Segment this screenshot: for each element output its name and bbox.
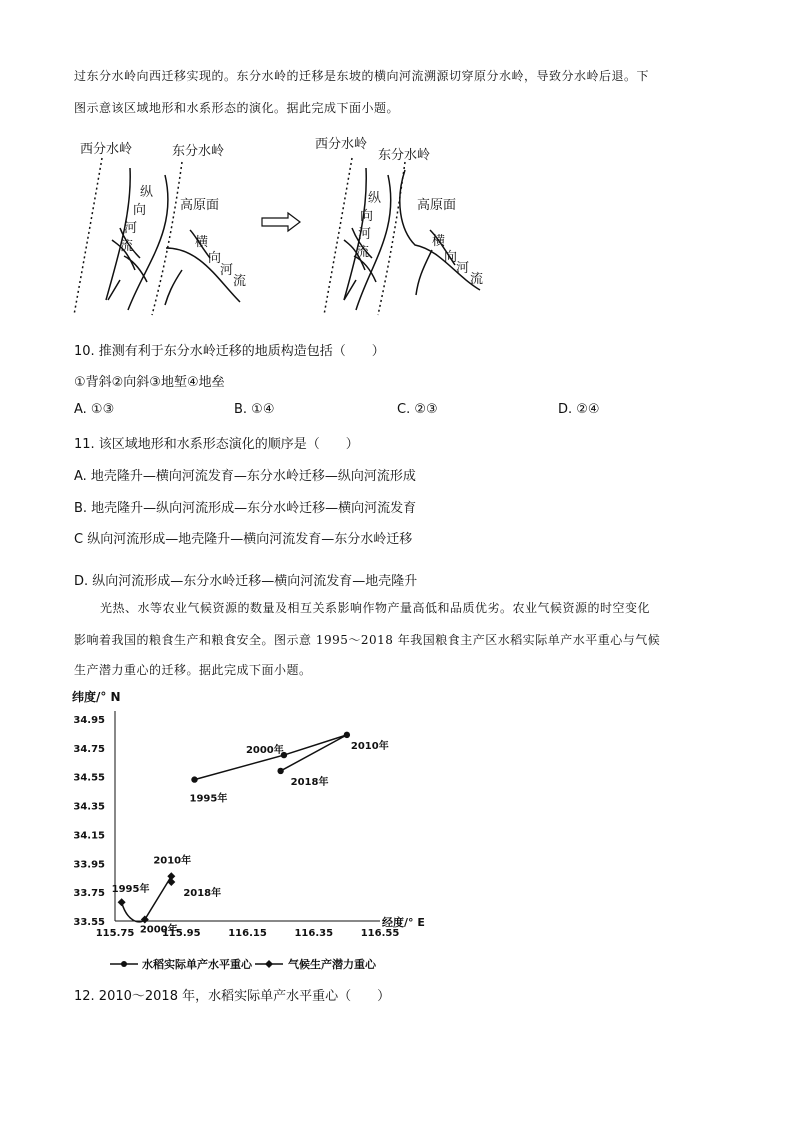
west-divide-line-right [324,158,352,315]
label-trans-river-1-right: 横 [432,234,446,249]
point-year-label: 2018年 [183,888,222,900]
y-tick-label: 34.55 [73,772,105,784]
q10-option-c[interactable]: C. ②③ [397,402,438,417]
series-line-2 [122,876,172,922]
intro-line-1: 过东分水岭向西迁移实现的。东分水岭的迁移是东坡的横向河流溯源切穿原分水岭，导致分水岭后退。下 [74,69,650,83]
label-long-river-4-right: 流 [356,245,370,260]
y-tick-label: 34.35 [73,801,105,813]
label-plateau-left: 高原面 [180,198,220,213]
q11-option-c[interactable]: C 纵向河流形成—地壳隆升—横向河流发育—东分水岭迁移 [74,532,413,547]
evolution-arrow [262,213,300,231]
q11-option-b[interactable]: B. 地壳隆升—纵向河流形成—东分水岭迁移—横向河流发育 [74,501,417,516]
label-west-divide-left: 西分水岭 [80,142,133,157]
landform-evolution-diagram [60,130,500,320]
x-tick-label: 116.15 [228,928,267,939]
passage2-line-2: 影响着我国的粮食生产和粮食安全。图示意 1995～2018 年我国粮食主产区水稻实际单产水平重心与气候 [74,633,661,647]
point-year-label: 2000年 [245,745,284,757]
legend-series-2: 气候生产潜力重心 [288,958,376,971]
y-tick-label: 34.75 [73,743,105,755]
passage2-line-3: 生产潜力重心的迁移。据此完成下面小题。 [74,663,312,677]
point-year-label: 2000年 [139,924,178,936]
label-long-river-3-right: 河 [358,227,372,242]
label-trans-river-2-right: 向 [444,250,458,265]
label-long-river-4-left: 流 [120,239,134,254]
x-tick-label: 116.55 [360,928,400,939]
legend-diamond-marker [265,960,273,968]
label-long-river-3-left: 河 [124,221,138,236]
data-point-circle [277,768,283,774]
point-year-label: 1995年 [111,884,150,896]
passage2-line-1: 光热、水等农业气候资源的数量及相互关系影响作物产量高低和品质优劣。农业气候资源的时空变化 [100,601,651,615]
diagram-left-panel [74,158,240,315]
legend-series-1: 水稻实际单产水平重心 [142,958,252,971]
point-year-label: 2010年 [350,740,389,752]
q10-option-a[interactable]: A. ①③ [74,402,115,417]
label-east-divide-right: 东分水岭 [378,148,431,163]
label-trans-river-2-left: 向 [208,251,222,266]
legend-circle-marker [121,961,127,967]
y-tick-label: 34.15 [73,830,105,842]
x-tick-label: 116.35 [294,928,334,939]
y-tick-label: 33.95 [73,859,105,871]
label-trans-river-3-left: 河 [220,263,234,278]
label-long-river-2-left: 向 [133,203,147,218]
x-tick-label: 115.95 [161,928,201,939]
label-trans-river-4-right: 流 [470,272,484,287]
data-point-diamond [141,916,149,924]
label-trans-river-1-left: 横 [195,235,209,250]
centroid-migration-chart [60,685,440,975]
label-plateau-right: 高原面 [417,198,457,213]
q10-items: ①背斜②向斜③地堑④地垒 [74,375,225,390]
data-point-circle [344,732,350,738]
x-tick-label: 115.75 [95,928,135,939]
data-point-diamond [118,898,126,906]
chart-y-axis-title: 纬度/° N [72,690,121,704]
y-tick-label: 33.75 [73,888,105,900]
diagram-right-panel [324,158,480,315]
series-line-1 [195,735,347,780]
point-year-label: 2018年 [290,776,329,788]
chart-plot-area [112,732,389,936]
label-long-river-1-right: 纵 [368,191,382,206]
label-long-river-1-left: 纵 [140,185,154,200]
q10-stem: 10. 推测有利于东分水岭迁移的地质构造包括（ ） [74,344,385,359]
q12-stem: 12. 2010～2018 年，水稻实际单产水平重心（ ） [74,989,391,1004]
q10-option-b[interactable]: B. ①④ [234,402,275,417]
label-trans-river-3-right: 河 [456,261,470,276]
intro-line-2: 图示意该区域地形和水系形态的演化。据此完成下面小题。 [74,101,400,115]
q11-option-d[interactable]: D. 纵向河流形成—东分水岭迁移—横向河流发育—地壳隆升 [74,574,418,589]
data-point-diamond [167,878,175,886]
point-year-label: 1995年 [189,793,228,805]
q10-option-d[interactable]: D. ②④ [558,402,600,417]
chart-legend [110,957,377,971]
y-tick-label: 33.55 [73,917,105,928]
label-east-divide-left: 东分水岭 [172,144,225,159]
west-divide-line [74,158,102,315]
label-trans-river-4-left: 流 [233,274,247,289]
point-year-label: 2010年 [153,855,192,867]
label-long-river-2-right: 向 [360,209,374,224]
label-west-divide-right: 西分水岭 [315,137,368,152]
y-tick-label: 34.95 [73,715,105,726]
data-point-circle [191,776,197,782]
chart-x-axis-title: 经度/° E [382,916,425,929]
q11-option-a[interactable]: A. 地壳隆升—横向河流发育—东分水岭迁移—纵向河流形成 [74,469,416,484]
q11-stem: 11. 该区域地形和水系形态演化的顺序是（ ） [74,437,359,452]
